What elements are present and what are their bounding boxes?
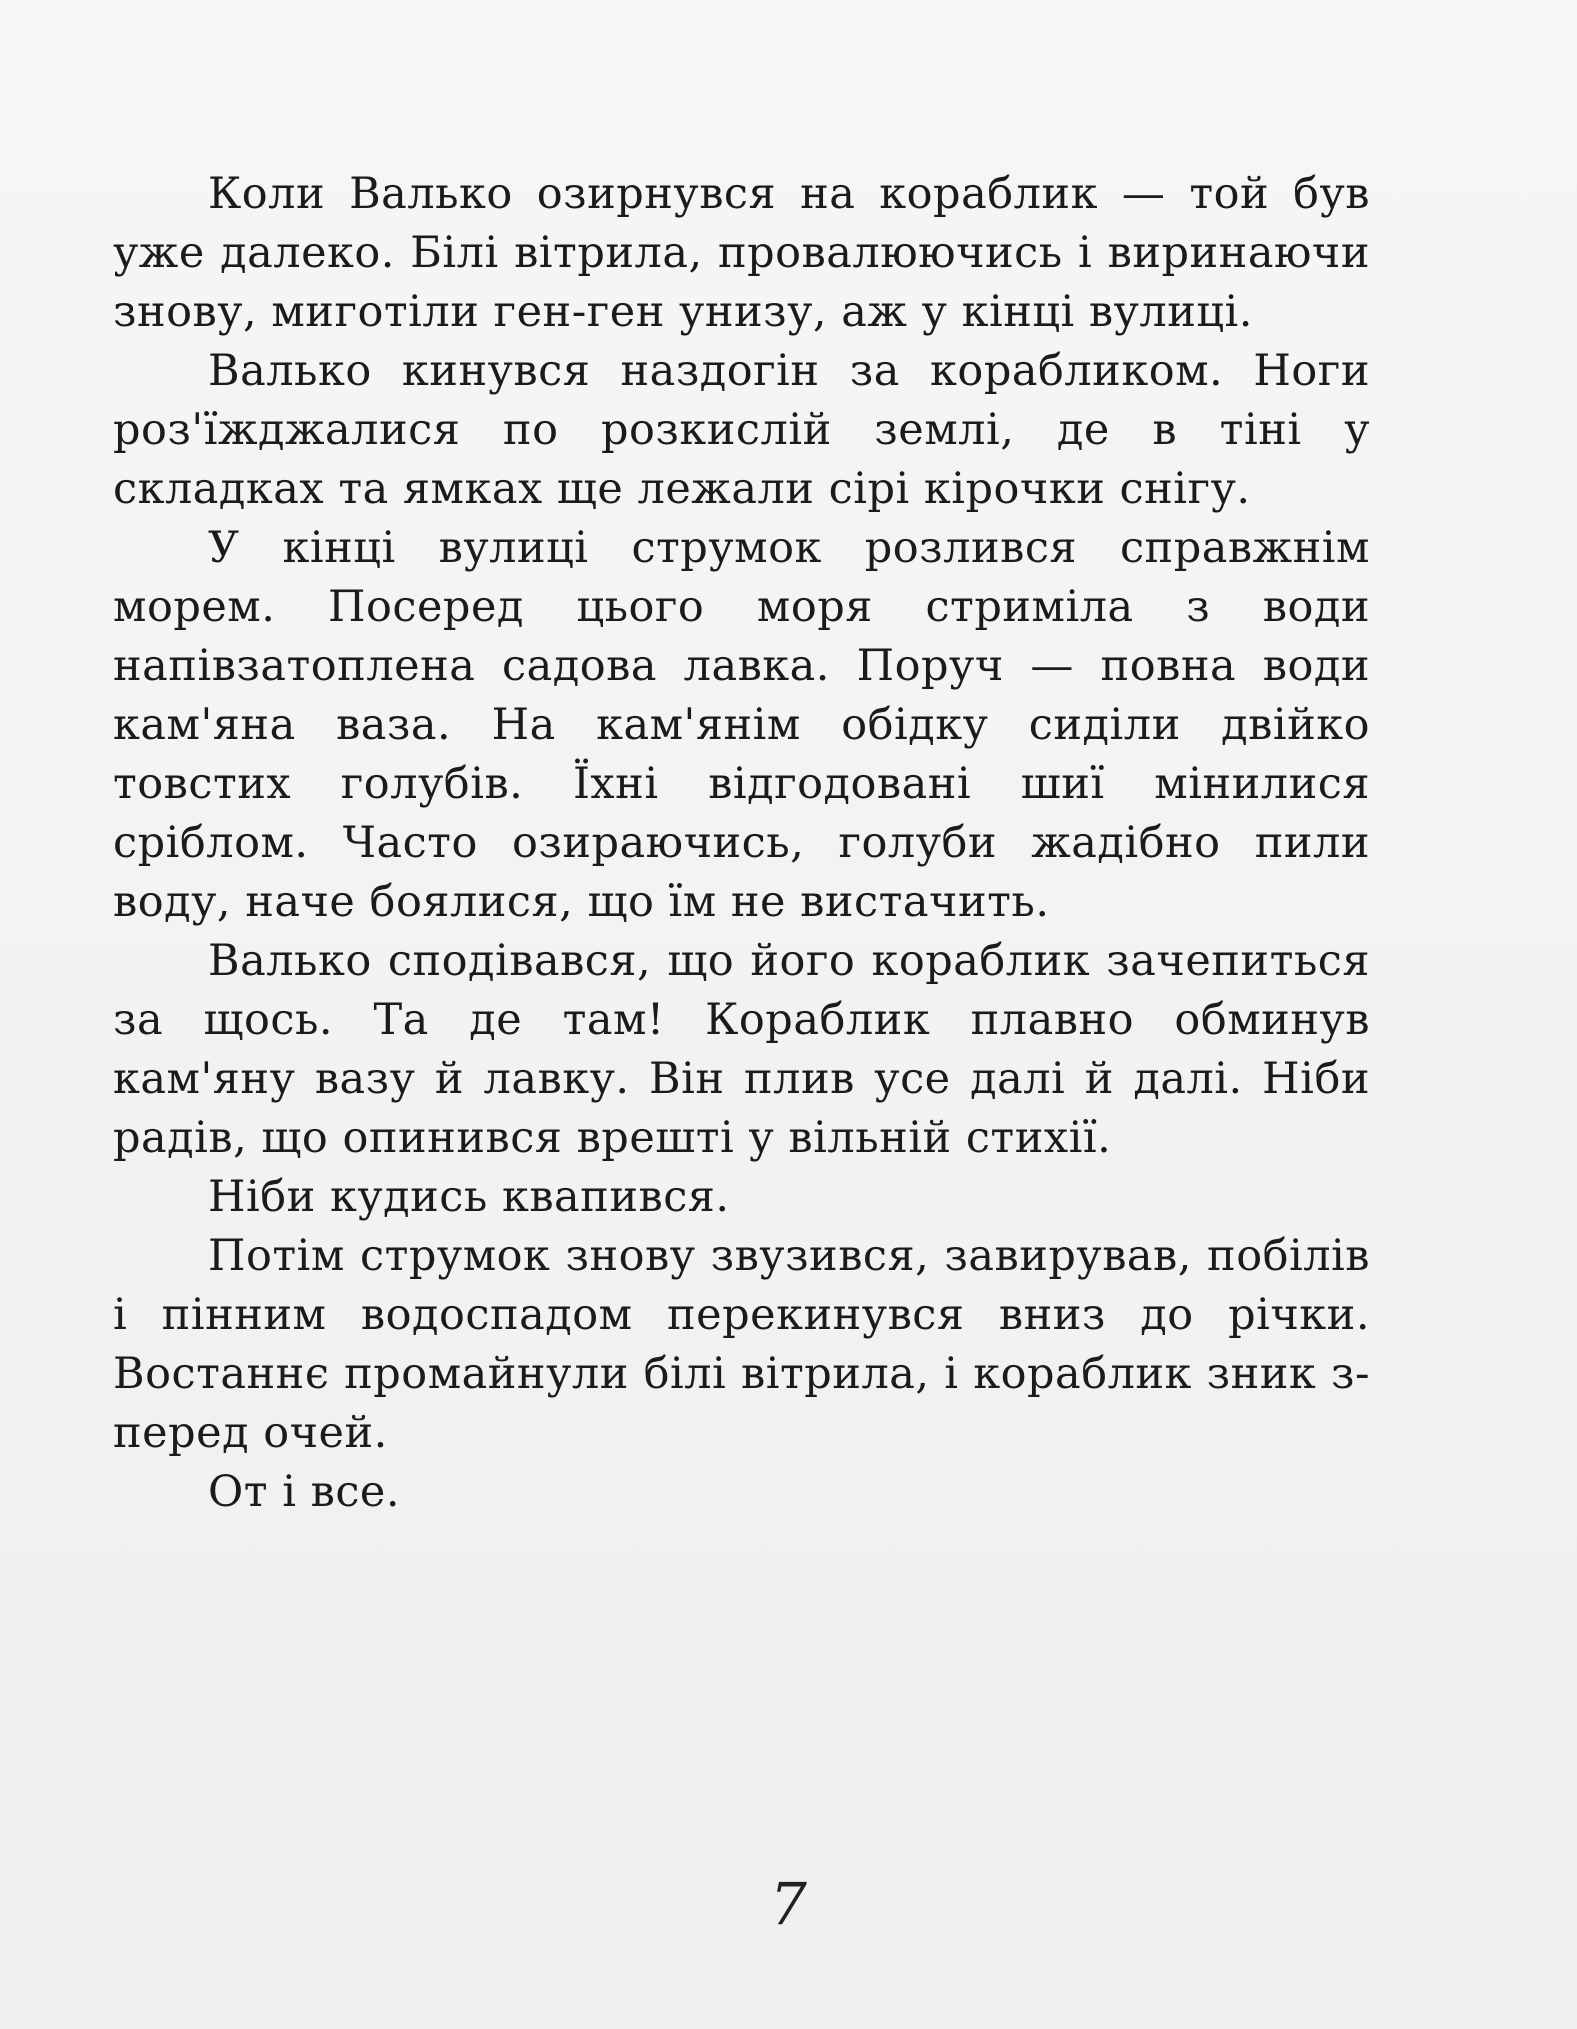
- body-text: [113, 165, 1370, 1522]
- page-number: 7: [770, 1870, 807, 1938]
- paragraph: Потім струмок знову звузився, завирував, побілів і пінним водоспадом перекинувся вниз до річки. Востаннє промайнули білі вітрила, і кораблик зник з-перед очей.: [113, 1231, 1370, 1458]
- paragraph: Коли Валько озирнувся на кораблик — той був уже далеко. Білі вітрила, провалюючись і виринаючи знову, миготіли ген-ген унизу, аж у кінці вулиці.: [113, 169, 1370, 337]
- paragraph: У кінці вулиці струмок розлився справжнім морем. Посеред цього моря стриміла з води напівзатоплена садова лавка. Поруч — повна води кам'яна ваза. На кам'янім обідку сиділи двійко товстих голубів. Їхні відгодовані шиї мінилися сріблом. Часто озираючись, голуби жадібно пили воду, наче боялися, що їм не вистачить.: [113, 523, 1370, 927]
- paragraph: Ніби кудись квапився.: [208, 1172, 730, 1222]
- paragraph: Валько кинувся наздогін за корабликом. Ноги роз'їжджалися по розкислій землі, де в тіні у складках та ямках ще лежали сірі кірочки снігу.: [113, 346, 1370, 514]
- paragraph: Валько сподівався, що його кораблик зачепиться за щось. Та де там! Кораблик плавно обминув кам'яну вазу й лавку. Він плив усе далі й далі. Ніби радів, що опинився врешті у вільній стихії.: [113, 936, 1370, 1163]
- paragraph: От і все.: [208, 1467, 401, 1517]
